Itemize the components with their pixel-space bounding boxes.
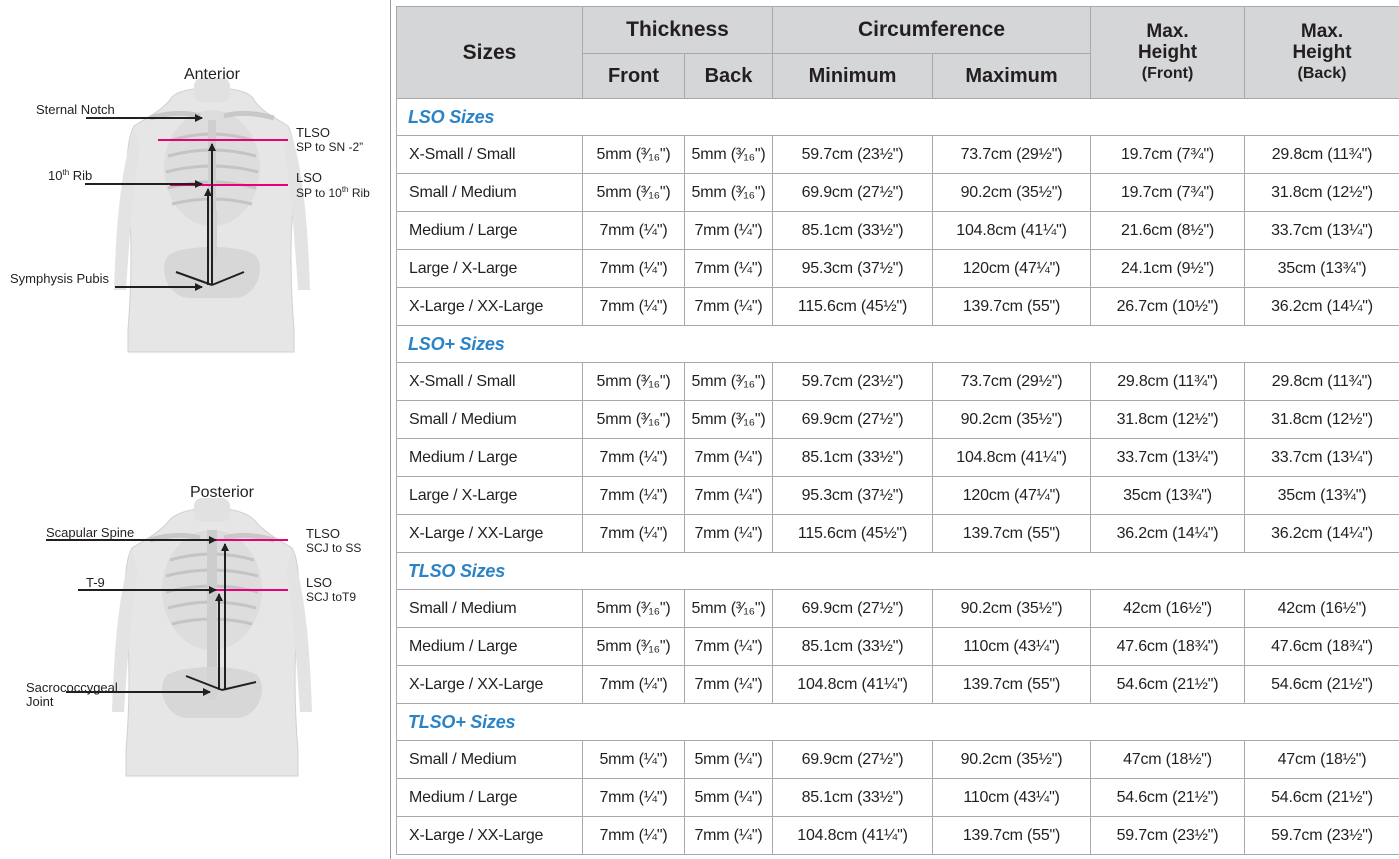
max-height-back-cell: 29.8cm (11¾") — [1245, 363, 1399, 401]
max-height-back-cell: 54.6cm (21½") — [1245, 666, 1399, 704]
size-cell: Medium / Large — [397, 212, 583, 250]
anterior-title: Anterior — [183, 66, 241, 83]
label-joint: Joint — [26, 694, 54, 709]
size-cell: Small / Medium — [397, 590, 583, 628]
table-row — [397, 439, 1399, 477]
section-title: TLSO Sizes — [397, 553, 1399, 590]
thickness-back-cell: 5mm (³⁄₁₆") — [685, 590, 773, 628]
max-height-back-cell: 42cm (16½") — [1245, 590, 1399, 628]
max-height-front-cell: 21.6cm (8½") — [1091, 212, 1245, 250]
thickness-front-cell: 5mm (³⁄₁₆") — [583, 174, 685, 212]
section-title: TLSO+ Sizes — [397, 704, 1399, 741]
max-height-front-cell: 19.7cm (7¾") — [1091, 136, 1245, 174]
circumference-max-cell: 90.2cm (35½") — [933, 741, 1091, 779]
header-max-height-back: Max. Height (Back) — [1245, 7, 1399, 99]
label-symphysis-pubis: Symphysis Pubis — [10, 271, 109, 286]
posterior-lso-detail: SCJ toT9 — [306, 590, 357, 604]
table-row — [397, 174, 1399, 212]
size-cell: Large / X-Large — [397, 250, 583, 288]
max-height-front-cell: 26.7cm (10½") — [1091, 288, 1245, 326]
section-title: LSO Sizes — [397, 99, 1399, 136]
header-sizes: Sizes — [397, 7, 583, 99]
table-row — [397, 212, 1399, 250]
anterior-lso-detail: SP to 10th Rib — [296, 185, 370, 200]
circumference-min-cell: 85.1cm (33½") — [773, 779, 933, 817]
max-height-back-cell: 59.7cm (23½") — [1245, 817, 1399, 855]
max-height-front-cell: 42cm (16½") — [1091, 590, 1245, 628]
thickness-back-cell: 7mm (¼") — [685, 212, 773, 250]
max-height-back-cell: 31.8cm (12½") — [1245, 401, 1399, 439]
circumference-min-cell: 69.9cm (27½") — [773, 590, 933, 628]
max-height-back-cell: 33.7cm (13¼") — [1245, 212, 1399, 250]
measurement-diagram — [0, 0, 391, 859]
thickness-back-cell: 7mm (¼") — [685, 515, 773, 553]
header-minimum: Minimum — [773, 54, 933, 99]
circumference-max-cell: 139.7cm (55") — [933, 666, 1091, 704]
thickness-front-cell: 7mm (¼") — [583, 666, 685, 704]
thickness-front-cell: 5mm (³⁄₁₆") — [583, 590, 685, 628]
circumference-max-cell: 110cm (43¼") — [933, 628, 1091, 666]
thickness-back-cell: 7mm (¼") — [685, 439, 773, 477]
max-height-back-cell: 36.2cm (14¼") — [1245, 515, 1399, 553]
thickness-front-cell: 7mm (¼") — [583, 288, 685, 326]
posterior-title: Posterior — [189, 484, 255, 501]
max-height-front-cell: 54.6cm (21½") — [1091, 779, 1245, 817]
max-height-back-cell: 29.8cm (11¾") — [1245, 136, 1399, 174]
table-row — [397, 363, 1399, 401]
circumference-max-cell: 120cm (47¼") — [933, 250, 1091, 288]
circumference-min-cell: 115.6cm (45½") — [773, 288, 933, 326]
label-sternal-notch: Sternal Notch — [36, 102, 115, 117]
thickness-front-cell: 5mm (³⁄₁₆") — [583, 363, 685, 401]
label-t9: T-9 — [86, 575, 105, 590]
thickness-back-cell: 5mm (³⁄₁₆") — [685, 401, 773, 439]
max-height-front-cell: 33.7cm (13¼") — [1091, 439, 1245, 477]
max-height-front-cell: 36.2cm (14¼") — [1091, 515, 1245, 553]
label-tenth-rib: 10th Rib — [48, 168, 93, 183]
header-back: Back — [685, 54, 773, 99]
circumference-max-cell: 73.7cm (29½") — [933, 363, 1091, 401]
size-cell: X-Large / XX-Large — [397, 817, 583, 855]
thickness-front-cell: 5mm (¼") — [583, 741, 685, 779]
circumference-max-cell: 139.7cm (55") — [933, 817, 1091, 855]
anterior-tlso-label: TLSO — [296, 125, 330, 140]
table-row — [397, 250, 1399, 288]
max-height-back-cell: 47cm (18½") — [1245, 741, 1399, 779]
table-row — [397, 779, 1399, 817]
thickness-back-cell: 7mm (¼") — [685, 666, 773, 704]
max-height-front-cell: 31.8cm (12½") — [1091, 401, 1245, 439]
circumference-min-cell: 95.3cm (37½") — [773, 250, 933, 288]
circumference-min-cell: 69.9cm (27½") — [773, 741, 933, 779]
max-height-back-cell: 54.6cm (21½") — [1245, 779, 1399, 817]
table-row — [397, 401, 1399, 439]
circumference-max-cell: 104.8cm (41¼") — [933, 212, 1091, 250]
size-cell: Medium / Large — [397, 628, 583, 666]
circumference-max-cell: 90.2cm (35½") — [933, 401, 1091, 439]
thickness-front-cell: 5mm (³⁄₁₆") — [583, 401, 685, 439]
size-cell: Small / Medium — [397, 174, 583, 212]
section-title: LSO+ Sizes — [397, 326, 1399, 363]
sizing-table — [396, 6, 1399, 855]
circumference-min-cell: 95.3cm (37½") — [773, 477, 933, 515]
circumference-min-cell: 59.7cm (23½") — [773, 136, 933, 174]
header-circumference: Circumference — [773, 7, 1091, 54]
thickness-front-cell: 7mm (¼") — [583, 477, 685, 515]
thickness-back-cell: 7mm (¼") — [685, 288, 773, 326]
thickness-front-cell: 7mm (¼") — [583, 817, 685, 855]
circumference-min-cell: 69.9cm (27½") — [773, 174, 933, 212]
thickness-back-cell: 5mm (³⁄₁₆") — [685, 136, 773, 174]
size-cell: X-Large / XX-Large — [397, 515, 583, 553]
thickness-back-cell: 5mm (¼") — [685, 741, 773, 779]
thickness-back-cell: 5mm (¼") — [685, 779, 773, 817]
thickness-front-cell: 7mm (¼") — [583, 779, 685, 817]
max-height-front-cell: 59.7cm (23½") — [1091, 817, 1245, 855]
table-row — [397, 628, 1399, 666]
max-height-front-cell: 47cm (18½") — [1091, 741, 1245, 779]
thickness-front-cell: 7mm (¼") — [583, 250, 685, 288]
header-max-height-front: Max. Height (Front) — [1091, 7, 1245, 99]
max-height-front-cell: 47.6cm (18¾") — [1091, 628, 1245, 666]
size-cell: X-Small / Small — [397, 136, 583, 174]
circumference-max-cell: 73.7cm (29½") — [933, 136, 1091, 174]
thickness-front-cell: 5mm (³⁄₁₆") — [583, 136, 685, 174]
section-row — [397, 99, 1399, 136]
label-scapular-spine: Scapular Spine — [46, 525, 135, 540]
max-height-back-cell: 31.8cm (12½") — [1245, 174, 1399, 212]
thickness-back-cell: 5mm (³⁄₁₆") — [685, 174, 773, 212]
table-row — [397, 477, 1399, 515]
label-sacrococcygeal: Sacrococcygeal — [26, 680, 118, 695]
posterior-tlso-detail: SCJ to SS — [306, 541, 362, 555]
circumference-max-cell: 104.8cm (41¼") — [933, 439, 1091, 477]
size-cell: Small / Medium — [397, 401, 583, 439]
max-height-back-cell: 35cm (13¾") — [1245, 477, 1399, 515]
table-row — [397, 136, 1399, 174]
circumference-max-cell: 139.7cm (55") — [933, 288, 1091, 326]
size-cell: X-Small / Small — [397, 363, 583, 401]
circumference-max-cell: 110cm (43¼") — [933, 779, 1091, 817]
max-height-front-cell: 29.8cm (11¾") — [1091, 363, 1245, 401]
thickness-back-cell: 7mm (¼") — [685, 477, 773, 515]
max-height-back-cell: 36.2cm (14¼") — [1245, 288, 1399, 326]
circumference-min-cell: 115.6cm (45½") — [773, 515, 933, 553]
table-row — [397, 741, 1399, 779]
max-height-front-cell: 35cm (13¾") — [1091, 477, 1245, 515]
circumference-max-cell: 120cm (47¼") — [933, 477, 1091, 515]
section-row — [397, 553, 1399, 590]
circumference-min-cell: 104.8cm (41¼") — [773, 666, 933, 704]
anterior-lso-label: LSO — [296, 170, 323, 185]
size-cell: X-Large / XX-Large — [397, 288, 583, 326]
thickness-front-cell: 7mm (¼") — [583, 212, 685, 250]
circumference-max-cell: 90.2cm (35½") — [933, 590, 1091, 628]
thickness-back-cell: 7mm (¼") — [685, 817, 773, 855]
thickness-back-cell: 7mm (¼") — [685, 250, 773, 288]
thickness-front-cell: 5mm (³⁄₁₆") — [583, 628, 685, 666]
circumference-min-cell: 85.1cm (33½") — [773, 212, 933, 250]
table-row — [397, 666, 1399, 704]
body-measurement-figure — [0, 0, 391, 859]
circumference-min-cell: 69.9cm (27½") — [773, 401, 933, 439]
thickness-front-cell: 7mm (¼") — [583, 515, 685, 553]
header-maximum: Maximum — [933, 54, 1091, 99]
section-row — [397, 326, 1399, 363]
size-cell: X-Large / XX-Large — [397, 666, 583, 704]
max-height-back-cell: 35cm (13¾") — [1245, 250, 1399, 288]
circumference-min-cell: 104.8cm (41¼") — [773, 817, 933, 855]
size-cell: Medium / Large — [397, 439, 583, 477]
table-row — [397, 590, 1399, 628]
size-cell: Large / X-Large — [397, 477, 583, 515]
circumference-max-cell: 139.7cm (55") — [933, 515, 1091, 553]
header-front: Front — [583, 54, 685, 99]
table-body — [397, 99, 1399, 855]
size-cell: Small / Medium — [397, 741, 583, 779]
max-height-front-cell: 54.6cm (21½") — [1091, 666, 1245, 704]
section-row — [397, 704, 1399, 741]
posterior-tlso-label: TLSO — [306, 526, 340, 541]
max-height-front-cell: 19.7cm (7¾") — [1091, 174, 1245, 212]
size-cell: Medium / Large — [397, 779, 583, 817]
table-header — [397, 7, 1399, 99]
posterior-lso-label: LSO — [306, 575, 333, 590]
circumference-max-cell: 90.2cm (35½") — [933, 174, 1091, 212]
thickness-back-cell: 5mm (³⁄₁₆") — [685, 363, 773, 401]
header-thickness: Thickness — [583, 7, 773, 54]
thickness-back-cell: 7mm (¼") — [685, 628, 773, 666]
max-height-back-cell: 47.6cm (18¾") — [1245, 628, 1399, 666]
circumference-min-cell: 85.1cm (33½") — [773, 439, 933, 477]
max-height-back-cell: 33.7cm (13¼") — [1245, 439, 1399, 477]
table-row — [397, 515, 1399, 553]
thickness-front-cell: 7mm (¼") — [583, 439, 685, 477]
anterior-tlso-detail: SP to SN -2” — [296, 140, 364, 154]
circumference-min-cell: 85.1cm (33½") — [773, 628, 933, 666]
table-row — [397, 288, 1399, 326]
max-height-front-cell: 24.1cm (9½") — [1091, 250, 1245, 288]
circumference-min-cell: 59.7cm (23½") — [773, 363, 933, 401]
table-row — [397, 817, 1399, 855]
